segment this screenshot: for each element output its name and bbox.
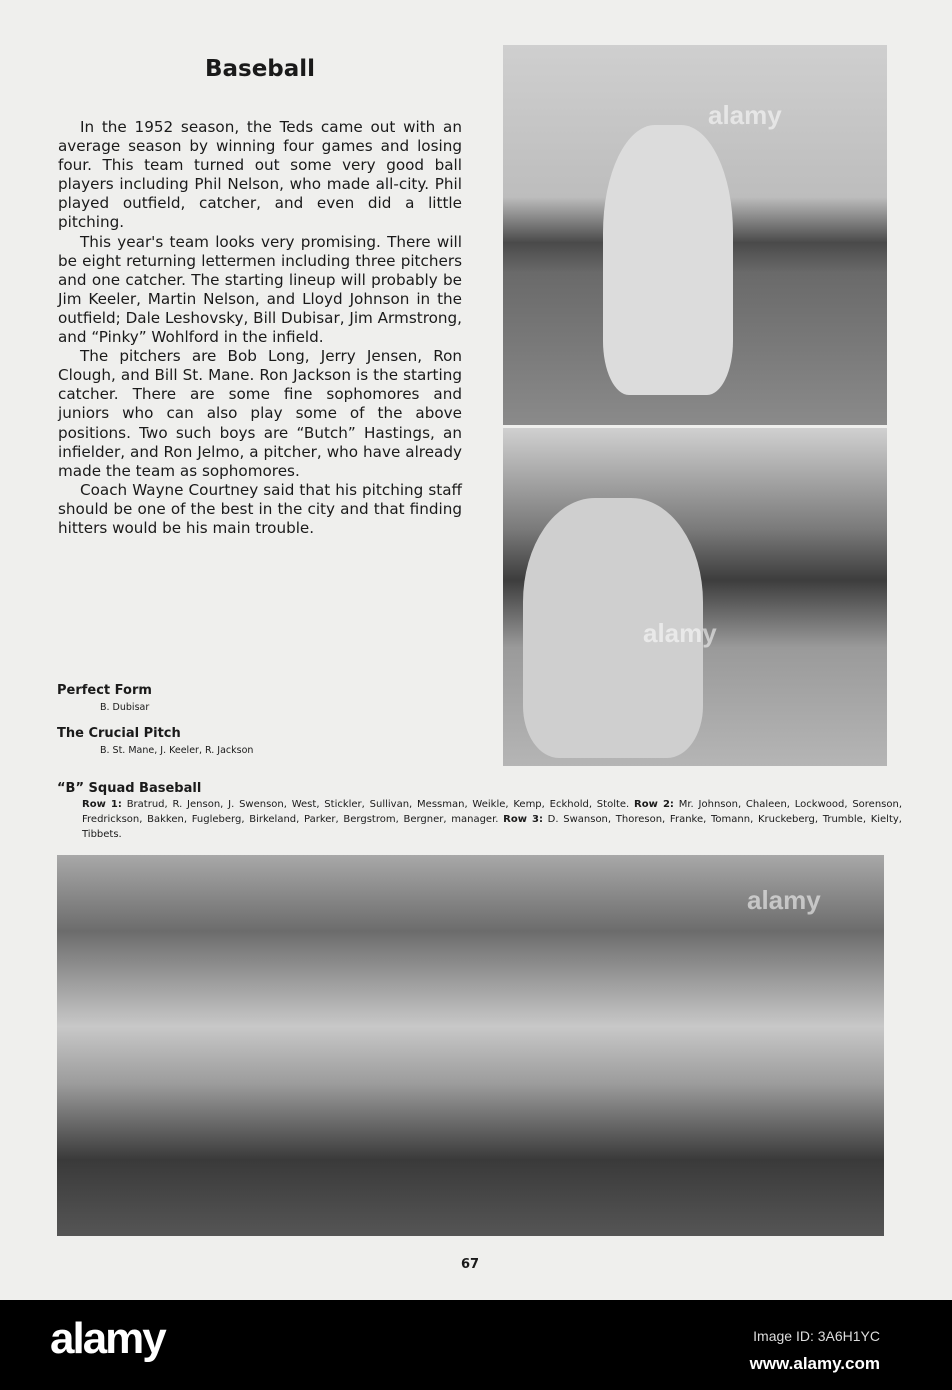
photo-b-squad-team [57,855,884,1236]
image-id: Image ID: 3A6H1YC [753,1328,880,1344]
photo-crucial-pitch [503,428,887,766]
row-names: D. Swanson, Thoreson, Franke, Tomann, Kruckeberg, Trumble, Kielty, Tibbets. [82,814,902,840]
row-label: Row 1: [82,799,122,810]
article-body [58,118,462,538]
photo-perfect-form [503,45,887,425]
paragraph: This year's team looks very promising. There will be eight returning lettermen including three pitchers and one catcher. The starting lineup will probably be Jim Keeler, Martin Nelson, and Lloyd Johnson in the outfield; Dale Leshovsky, Bill Dubisar, Jim Armstrong, and “Pinky” Wohlford in the infield. [58,232,462,347]
page-number: 67 [460,1257,480,1272]
row-label: Row 2: [634,799,674,810]
watermark: alamy [747,885,821,915]
row-label: Row 3: [503,814,543,825]
squad-names [82,797,902,842]
caption-title: Perfect Form [57,683,152,698]
row-names: Bratrud, R. Jenson, J. Swenson, West, Stickler, Sullivan, Messman, Weikle, Kemp, Eckhold, Stolte. [126,799,630,810]
article-title: Baseball [204,56,316,82]
paragraph: In the 1952 season, the Teds came out with an average season by winning four games and losing four. This team turned out some very good ball players including Phil Nelson, who made all-city. Phil played outfield, catcher, and even did a little pitching. [58,118,462,232]
watermark: alamy [643,618,717,648]
alamy-footer [0,1300,952,1390]
paragraph: Coach Wayne Courtney said that his pitching staff should be one of the best in the city and that finding hitters would be his main trouble. [58,480,462,537]
site-url: www.alamy.com [749,1354,880,1373]
row-names: Mr. Johnson, Chaleen, Lockwood, Sorenson, Fredrickson, Bakken, Fugleberg, Birkeland, Parker, Bergstrom, Bergner, manager. [82,799,903,825]
caption-names: B. St. Mane, J. Keeler, R. Jackson [100,745,254,756]
watermark: alamy [708,100,782,130]
paragraph: The pitchers are Bob Long, Jerry Jensen, Ron Clough, and Bill St. Mane. Ron Jackson is the starting catcher. There are some fine sophomores and juniors who can also play some of the above positions. Two such boys are “Butch” Hastings, an infielder, and Ron Jelmo, a pitcher, who have already made the team as sophomores. [58,347,462,480]
squad-title: “B” Squad Baseball [57,781,202,796]
alamy-logo: alamy [50,1314,165,1363]
caption-title: The Crucial Pitch [57,726,181,741]
caption-names: B. Dubisar [100,702,150,713]
